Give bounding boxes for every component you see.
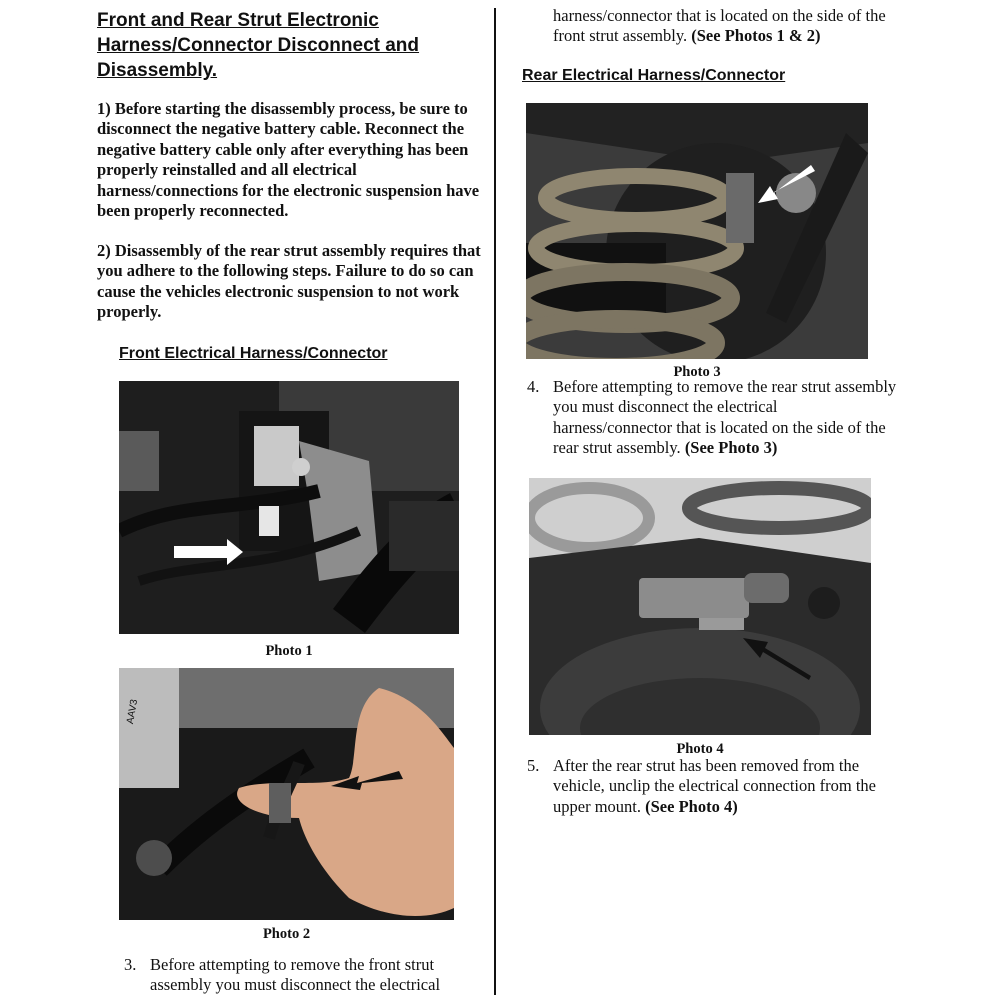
page-title: Front and Rear Strut Electronic Harness/Connector Disconnect and Disassembly. xyxy=(97,10,420,81)
intro-paragraph-2: 2) Disassembly of the rear strut assembly requires that you adhere to the following steps. Failure to do so can cause the vehicles electronic suspension to not work properly. xyxy=(97,241,481,322)
step-3-text: Before attempting to remove the front strut assembly you must disconnect the electrical xyxy=(150,955,441,995)
step-3-number: 3. xyxy=(124,955,137,974)
photo-2-part-label: AAV3 xyxy=(125,698,141,725)
intro-paragraph-1: 1) Before starting the disassembly process, be sure to disconnect the negative battery cable. Reconnect the negative battery cable only after everything has been properly reinstalled and all electrical harness/connections for the electronic suspension have been properly reconnected. xyxy=(97,99,480,221)
front-section-heading: Front Electrical Harness/Connector xyxy=(119,345,388,362)
photo-4-upper-mount-connector xyxy=(529,478,871,735)
step-5-text: After the rear strut has been removed from the vehicle, unclip the electrical connection from the upper mount. xyxy=(553,756,876,816)
step-3-continued-text: harness/connector that is located on the side of the front strut assembly. xyxy=(553,6,886,46)
photo-3-rear-strut-connector xyxy=(526,103,868,359)
photo-4-caption: Photo 4 xyxy=(676,741,724,757)
step-5-number: 5. xyxy=(527,756,540,775)
step-4-number: 4. xyxy=(527,377,540,396)
step-5-photo-ref: (See Photo 4) xyxy=(645,796,738,816)
photo-2-hand-holding-connector xyxy=(119,668,454,920)
column-divider xyxy=(494,8,496,995)
photo-1-front-strut-connector xyxy=(119,381,459,634)
step-4 xyxy=(527,377,897,459)
photo-2-caption: Photo 2 xyxy=(262,926,311,942)
step-4-photo-ref: (See Photo 3) xyxy=(684,438,778,458)
rear-section-heading: Rear Electrical Harness/Connector xyxy=(522,67,786,84)
step-3-continued xyxy=(527,6,897,47)
photo-1-caption: Photo 1 xyxy=(265,643,313,659)
step-3-photo-ref: (See Photos 1 & 2) xyxy=(691,26,821,46)
step-4-text: Before attempting to remove the rear strut assembly you must disconnect the electrical harness/connector that is located on the side of the rear strut assembly. xyxy=(553,377,897,458)
photo-3-caption: Photo 3 xyxy=(673,364,721,380)
step-5 xyxy=(527,756,897,817)
step-3 xyxy=(124,955,469,996)
